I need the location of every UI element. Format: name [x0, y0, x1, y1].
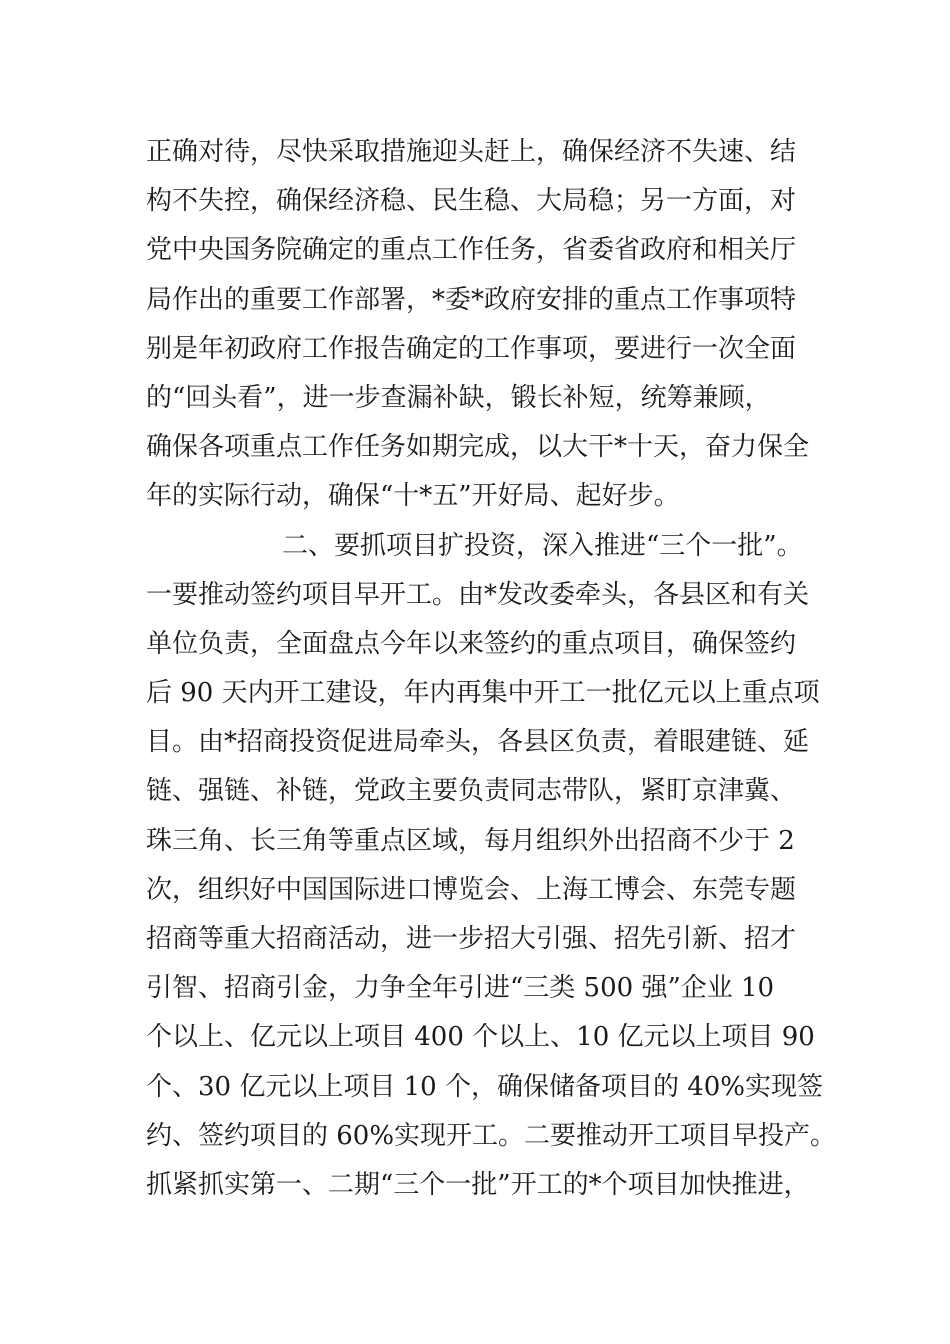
- text-line: 珠三角、长三角等重点区域，每月组织外出招商不少于 2: [146, 825, 795, 856]
- text-line: 局作出的重要工作部署，*委*政府安排的重点工作事项特: [146, 284, 797, 315]
- text-line: 单位负责，全面盘点今年以来签约的重点项目，确保签约: [146, 628, 797, 659]
- text-line: 约、签约项目的 60%实现开工。二要推动开工项目早投产。: [146, 1120, 837, 1151]
- text-line: 党中央国务院确定的重点工作任务，省委省政府和相关厅: [146, 235, 797, 266]
- text-line: 确保各项重点工作任务如期完成，以大干*十天，奋力保全: [146, 432, 810, 463]
- text-line: 正确对待，尽快采取措施迎头赶上，确保经济不失速、结: [146, 137, 797, 167]
- text-line: 链、强链、补链，党政主要负责同志带队，紧盯京津冀、: [146, 776, 797, 807]
- text-line: 个以上、亿元以上项目 400 个以上、10 亿元以上项目 90: [146, 1022, 815, 1053]
- text-line: 一要推动签约项目早开工。由*发改委牵头，各县区和有关: [146, 579, 810, 610]
- body-text: [146, 128, 837, 1210]
- section-heading: 二、要抓项目扩投资，深入推进“三个一批”。: [282, 530, 803, 561]
- text-line: 引智、招商引金，力争全年引进“三类 500 强”企业 10: [146, 973, 775, 1004]
- text-line: 年的实际行动，确保“十*五”开好局、起好步。: [146, 481, 680, 512]
- text-line: 目。由*招商投资促进局牵头，各县区负责，着眼建链、延: [146, 727, 810, 758]
- text-line: 的“回头看”，进一步查漏补缺，锻长补短，统筹兼顾，: [146, 382, 771, 413]
- text-line: 个、30 亿元以上项目 10 个，确保储备项目的 40%实现签: [146, 1071, 824, 1102]
- text-line: 构不失控，确保经济稳、民生稳、大局稳；另一方面，对: [146, 186, 797, 217]
- text-line: 招商等重大招商活动，进一步招大引强、招先引新、招才: [146, 924, 797, 954]
- text-line: 后 90 天内开工建设，年内再集中开工一批亿元以上重点项: [146, 678, 820, 709]
- text-line: 抓紧抓实第一、二期“三个一批”开工的*个项目加快推进，: [146, 1169, 810, 1200]
- text-line: 别是年初政府工作报告确定的工作事项，要进行一次全面: [146, 333, 797, 364]
- text-line: 次，组织好中国国际进口博览会、上海工博会、东莞专题: [146, 874, 797, 905]
